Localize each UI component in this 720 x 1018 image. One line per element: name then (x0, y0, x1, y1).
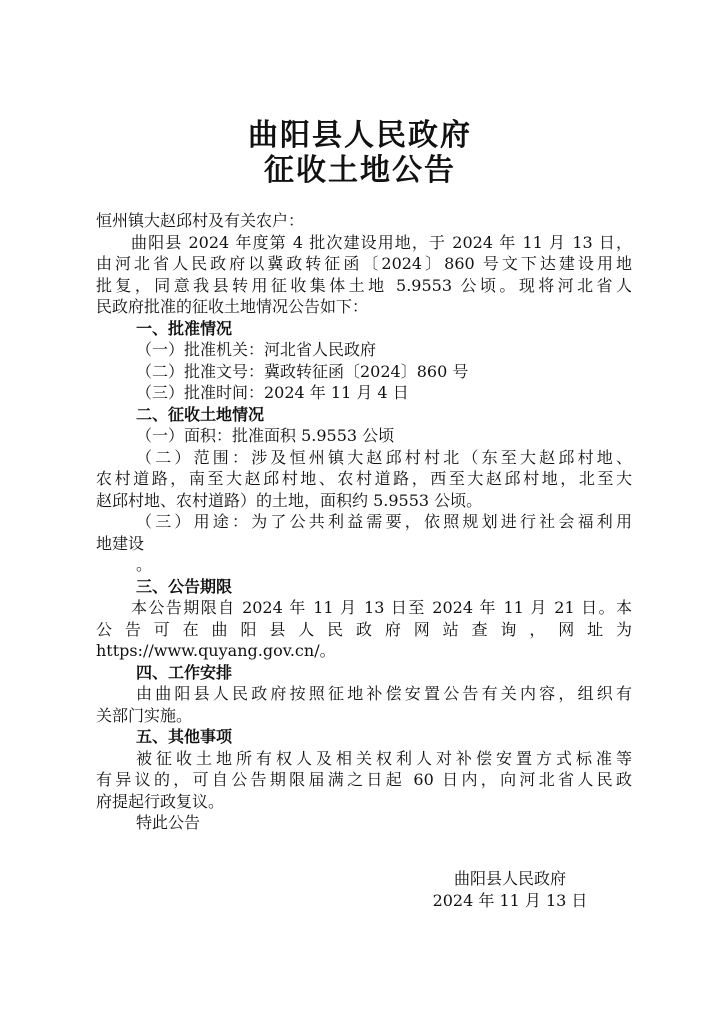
land-scope-line: 农村道路，南至大赵邱村地、农村道路，西至大赵邱村地，北至大 (96, 469, 632, 488)
land-usage-line: 。 (136, 555, 153, 574)
other-matters-line: 有异议的，可自公告期限届满之日起 60 日内，向河北省人民政 (96, 770, 632, 789)
approval-document-number: （二）批准文号：冀政转征函〔2024〕860 号 (136, 361, 469, 381)
section-heading: 三、公告期限 (136, 576, 233, 596)
other-matters-line: 府提起行政复议。 (96, 791, 225, 811)
approval-authority: （一）批准机关：河北省人民政府 (136, 340, 377, 359)
section-heading: 二、征收土地情况 (136, 404, 265, 424)
closing-phrase: 特此公告 (136, 813, 201, 832)
land-usage-line: （三）用途：为了公共利益需要，依照规划进行社会福利用 (136, 512, 632, 531)
signature-organization: 曲阳县人民政府 (453, 869, 566, 888)
other-matters-line: 被征收土地所有权人及相关权利人对补偿安置方式标准等 (136, 748, 632, 768)
notice-period-line: 公 告 可 在 曲 阳 县 人 民 政 府 网 站 查 询 ， 网 址 为 (96, 619, 632, 639)
document-title-line1: 曲阳县人民政府 (248, 118, 472, 153)
website-url: https://www.quyang.gov.cn/。 (96, 641, 336, 660)
document-title-line2: 征收土地公告 (264, 153, 456, 188)
work-arrangement-line: 关部门实施。 (96, 705, 193, 725)
land-scope-line: （二）范围：涉及恒州镇大赵邱村村北（东至大赵邱村地、 (136, 447, 632, 467)
addressee: 恒州镇大赵邱村及有关农户： (96, 211, 305, 230)
intro-line: 由河北省人民政府以冀政转征函〔2024〕860 号文下达建设用地 (96, 254, 632, 273)
work-arrangement-line: 由曲阳县人民政府按照征地补偿安置公告有关内容，组织有 (136, 684, 632, 703)
notice-period-line: 本公告期限自 2024 年 11 月 13 日至 2024 年 11 月 21 日。本 (131, 598, 632, 617)
intro-line: 曲阳县 2024 年度第 4 批次建设用地，于 2024 年 11 月 13 日， (131, 232, 632, 252)
section-heading: 四、工作安排 (136, 662, 233, 682)
section-heading: 五、其他事项 (136, 727, 233, 746)
intro-line: 民政府批准的征收土地情况公告如下： (96, 297, 369, 316)
land-usage-line: 地建设 (96, 533, 145, 553)
land-area: （一）面积：批准面积 5.9553 公顷 (136, 426, 395, 445)
document-body (96, 210, 632, 834)
approval-date: （三）批准时间：2024 年 11 月 4 日 (136, 383, 409, 402)
intro-line: 批复，同意我县转用征收集体土地 5.9553 公顷。现将河北省人 (96, 275, 632, 295)
section-heading: 一、批准情况 (136, 318, 233, 338)
signature-date: 2024 年 11 月 13 日 (432, 891, 588, 910)
land-scope-line: 赵邱村地、农村道路）的土地，面积约 5.9553 公顷。 (96, 490, 483, 510)
